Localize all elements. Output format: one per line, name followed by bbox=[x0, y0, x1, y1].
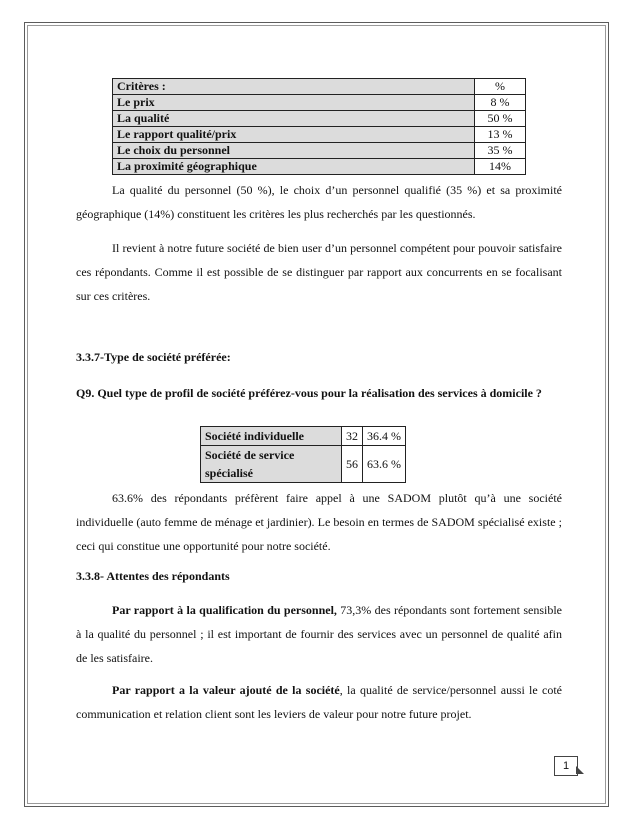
criteria-label: La proximité géographique bbox=[113, 159, 475, 175]
paragraph-valeur bbox=[76, 678, 562, 726]
criteria-percent: 50 % bbox=[475, 111, 526, 127]
society-percent: 36.4 % bbox=[363, 427, 406, 446]
society-type-label: Société individuelle bbox=[201, 427, 342, 446]
society-table bbox=[200, 426, 406, 483]
criteria-label: Le prix bbox=[113, 95, 475, 111]
society-count: 32 bbox=[342, 427, 363, 446]
paragraph-text: , la qualité de service/personnel aussi le coté communication et relation client sont les leviers de valeur pour notre future projet. bbox=[76, 683, 562, 721]
criteria-header-label: Critères : bbox=[113, 79, 475, 95]
criteria-label: Le choix du personnel bbox=[113, 143, 475, 159]
section-heading-337: 3.3.7-Type de société préférée: bbox=[76, 350, 231, 364]
criteria-percent: 14% bbox=[475, 159, 526, 175]
paragraph-text: 63.6% des répondants préfèrent faire appel à une SADOM plutôt qu’à une société individuelle (auto femme de ménage et jardinier). Le besoin en termes de SADOM spécialisé existe ; ceci qui constitue une opportunité pour notre société. bbox=[76, 491, 562, 553]
criteria-header-percent: % bbox=[475, 79, 526, 95]
paragraph-sadom bbox=[76, 486, 562, 558]
table-row bbox=[113, 159, 526, 175]
question-q9: Q9. Quel type de profil de société préférez-vous pour la réalisation des services à domicile ? bbox=[76, 386, 542, 400]
table-row bbox=[113, 79, 526, 95]
paragraph-personnel bbox=[76, 236, 562, 308]
table-row bbox=[201, 446, 406, 483]
paragraph-criteria-summary bbox=[76, 178, 562, 226]
criteria-label: Le rapport qualité/prix bbox=[113, 127, 475, 143]
page-number: 1 bbox=[554, 756, 578, 776]
criteria-percent: 35 % bbox=[475, 143, 526, 159]
society-type-label: Société de service spécialisé bbox=[201, 446, 342, 483]
criteria-percent: 8 % bbox=[475, 95, 526, 111]
paragraph-text: La qualité du personnel (50 %), le choix d’un personnel qualifié (35 %) et sa proximité géographique (14%) constituent les critères les plus recherchés par les questionnés. bbox=[76, 183, 562, 221]
table-row bbox=[201, 427, 406, 446]
section-heading-338: 3.3.8- Attentes des répondants bbox=[76, 569, 230, 583]
paragraph-text: Il revient à notre future société de bien user d’un personnel compétent pour pouvoir satisfaire ces répondants. Comme il est possible de se distinguer par rapport aux concurrents en se focalisant sur ces critères. bbox=[76, 241, 562, 303]
table-row bbox=[113, 127, 526, 143]
society-count: 56 bbox=[342, 446, 363, 483]
page-number-fold-icon bbox=[576, 766, 584, 774]
table-row bbox=[113, 111, 526, 127]
table-row bbox=[113, 143, 526, 159]
paragraph-qualification bbox=[76, 598, 562, 670]
table-row bbox=[113, 95, 526, 111]
criteria-table bbox=[112, 78, 526, 175]
paragraph-text: 73,3% des répondants sont fortement sensible à la qualité du personnel ; il est important de fournir des services avec un personnel de qualité afin de les satisfaire. bbox=[76, 603, 562, 665]
paragraph-bold-lead: Par rapport a la valeur ajouté de la société bbox=[112, 683, 340, 697]
criteria-percent: 13 % bbox=[475, 127, 526, 143]
society-percent: 63.6 % bbox=[363, 446, 406, 483]
criteria-label: La qualité bbox=[113, 111, 475, 127]
paragraph-bold-lead: Par rapport à la qualification du personnel, bbox=[112, 603, 337, 617]
